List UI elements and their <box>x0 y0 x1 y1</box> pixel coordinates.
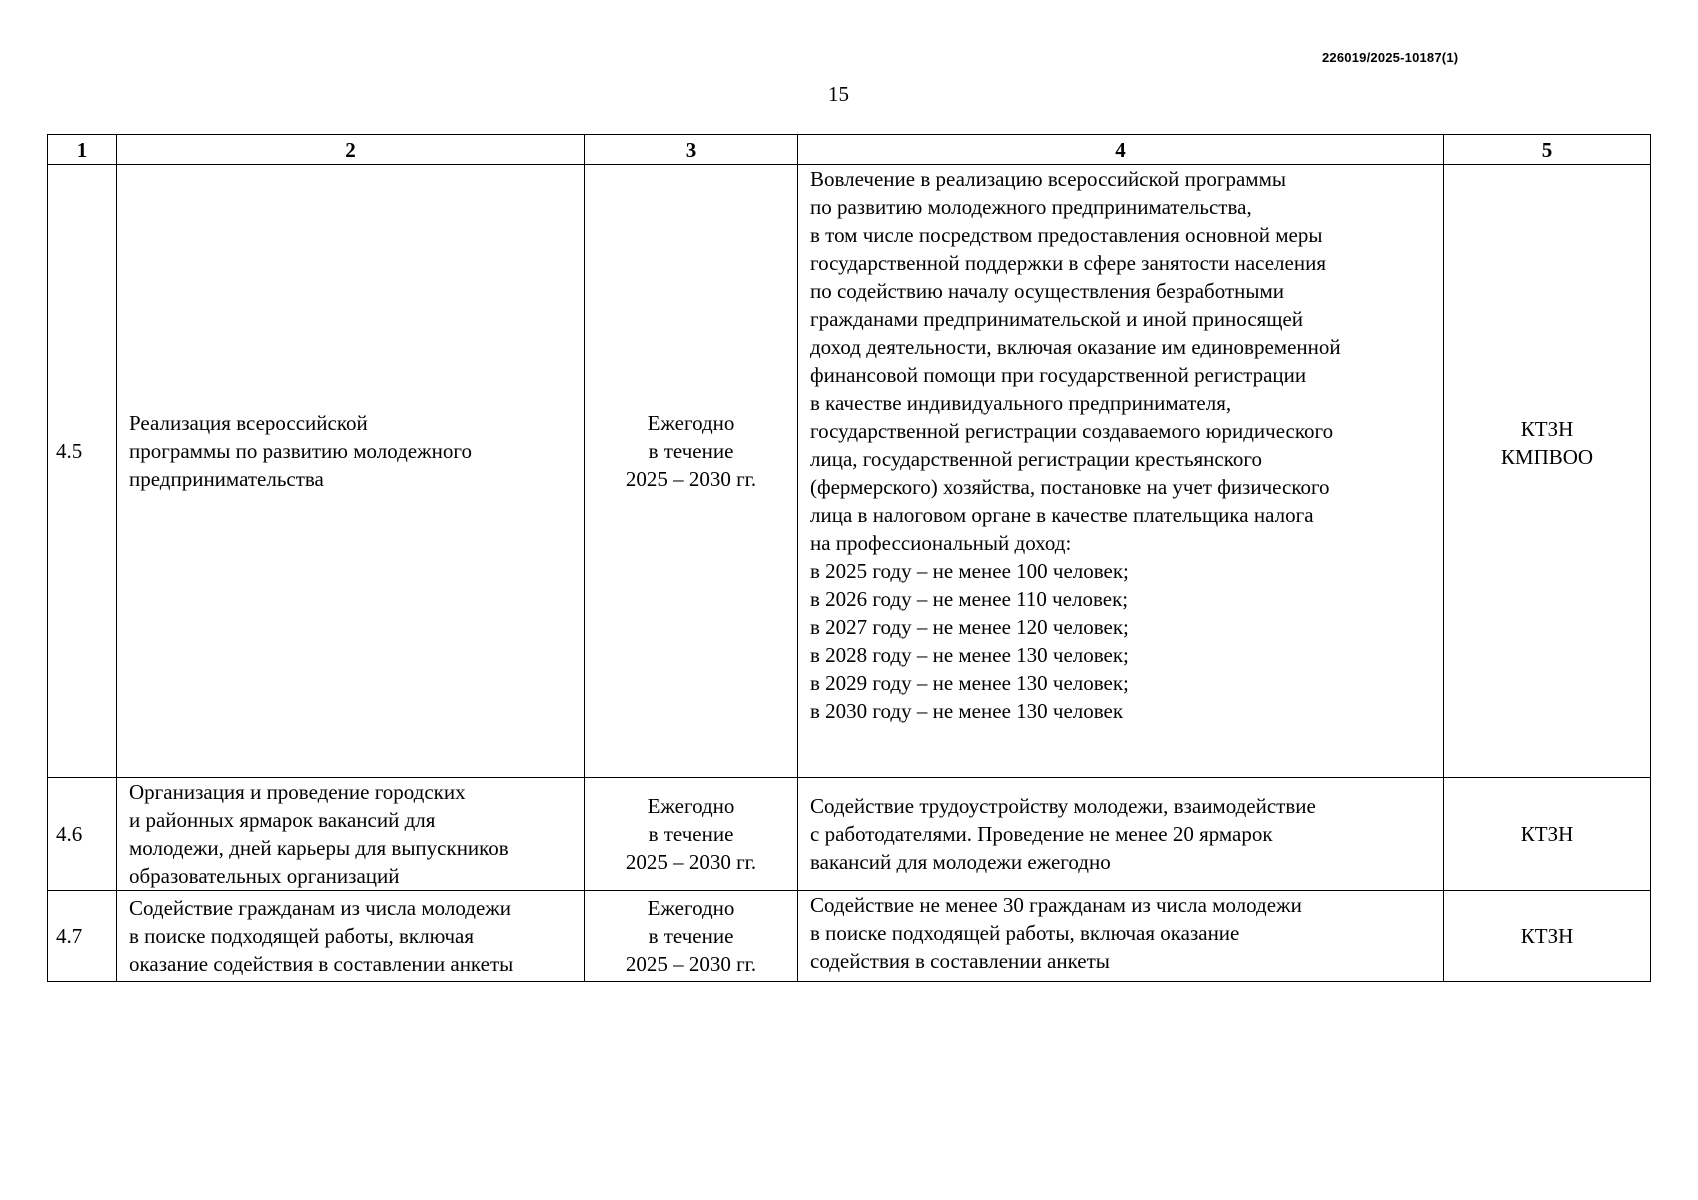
responsible-line: КТЗН <box>1520 924 1574 948</box>
description-line: в 2025 году – не менее 100 человек; <box>810 559 1129 583</box>
responsible-line: КТЗН <box>1520 417 1574 441</box>
measure-name-line: Реализация всероссийской <box>129 411 368 435</box>
measure-name <box>117 165 585 778</box>
description-line: доход деятельности, включая оказание им единовременной <box>810 335 1341 359</box>
description-line: лица в налоговом органе в качестве плательщика налога <box>810 503 1314 527</box>
measure-name-line: программы по развитию молодежного <box>129 439 472 463</box>
row-number: 4.5 <box>48 165 117 778</box>
description-line: лица, государственной регистрации крестьянского <box>810 447 1262 471</box>
description-line: (фермерского) хозяйства, постановке на учет физического <box>810 475 1330 499</box>
table-row <box>48 891 1651 982</box>
row-number: 4.7 <box>48 891 117 982</box>
measure-name-line: оказание содействия в составлении анкеты <box>129 952 514 976</box>
responsible-party <box>1444 891 1651 982</box>
measure-name <box>117 778 585 891</box>
description-line: на профессиональный доход: <box>810 531 1072 555</box>
responsible-line: КТЗН <box>1520 822 1574 846</box>
description-line: государственной регистрации создаваемого юридического <box>810 419 1334 443</box>
description-line: в том числе посредством предоставления основной меры <box>810 223 1323 247</box>
term-line: 2025 – 2030 гг. <box>625 952 757 976</box>
column-header-1: 1 <box>48 135 117 165</box>
measures-table <box>47 134 1651 982</box>
description-line: государственной поддержки в сфере занятости населения <box>810 251 1326 275</box>
measure-description <box>798 891 1444 982</box>
description-line: в поиске подходящей работы, включая оказание <box>810 921 1240 945</box>
measure-name-line: образовательных организаций <box>129 864 400 888</box>
document-id: 226019/2025-10187(1) <box>1322 50 1459 65</box>
column-header-5: 5 <box>1444 135 1651 165</box>
description-line: по содействию началу осуществления безработными <box>810 279 1285 303</box>
description-line: в 2027 году – не менее 120 человек; <box>810 615 1129 639</box>
measure-name <box>117 891 585 982</box>
term-line: 2025 – 2030 гг. <box>625 467 757 491</box>
measure-name-line: предпринимательства <box>129 467 324 491</box>
description-line: в 2030 году – не менее 130 человек <box>810 699 1124 723</box>
measure-name-line: Содействие гражданам из числа молодежи <box>129 896 512 920</box>
table-row <box>48 778 1651 891</box>
term-line: в течение <box>648 924 734 948</box>
table-header-row <box>48 135 1651 165</box>
description-line: Содействие не менее 30 гражданам из числа молодежи <box>810 893 1302 917</box>
description-line: по развитию молодежного предпринимательства, <box>810 195 1252 219</box>
description-line: в 2029 году – не менее 130 человек; <box>810 671 1129 695</box>
table-row <box>48 165 1651 778</box>
measure-term <box>585 891 798 982</box>
measure-name-line: молодежи, дней карьеры для выпускников <box>129 836 509 860</box>
description-line: вакансий для молодежи ежегодно <box>810 850 1111 874</box>
column-header-3: 3 <box>585 135 798 165</box>
description-line: в 2026 году – не менее 110 человек; <box>810 587 1129 611</box>
responsible-line: КМПВОО <box>1500 445 1594 469</box>
description-line: содействия в составлении анкеты <box>810 949 1110 973</box>
measure-name-line: Организация и проведение городских <box>129 780 466 804</box>
term-line: Ежегодно <box>647 411 735 435</box>
description-line: с работодателями. Проведение не менее 20 ярмарок <box>810 822 1273 846</box>
row-number: 4.6 <box>48 778 117 891</box>
description-line: финансовой помощи при государственной регистрации <box>810 363 1307 387</box>
measure-description <box>798 165 1444 778</box>
page-number: 15 <box>828 82 849 106</box>
measure-name-line: и районных ярмарок вакансий для <box>129 808 436 832</box>
column-header-2: 2 <box>117 135 585 165</box>
column-header-4: 4 <box>798 135 1444 165</box>
description-line: в 2028 году – не менее 130 человек; <box>810 643 1129 667</box>
description-line: Вовлечение в реализацию всероссийской программы <box>810 167 1286 191</box>
term-line: Ежегодно <box>647 794 735 818</box>
term-line: Ежегодно <box>647 896 735 920</box>
responsible-party <box>1444 165 1651 778</box>
responsible-party <box>1444 778 1651 891</box>
measure-name-line: в поиске подходящей работы, включая <box>129 924 474 948</box>
measure-term <box>585 165 798 778</box>
measure-term <box>585 778 798 891</box>
measure-description <box>798 778 1444 891</box>
term-line: в течение <box>648 439 734 463</box>
description-line: в качестве индивидуального предпринимателя, <box>810 391 1232 415</box>
term-line: 2025 – 2030 гг. <box>625 850 757 874</box>
term-line: в течение <box>648 822 734 846</box>
description-line: гражданами предпринимательской и иной приносящей <box>810 307 1304 331</box>
description-line: Содействие трудоустройству молодежи, взаимодействие <box>810 794 1316 818</box>
